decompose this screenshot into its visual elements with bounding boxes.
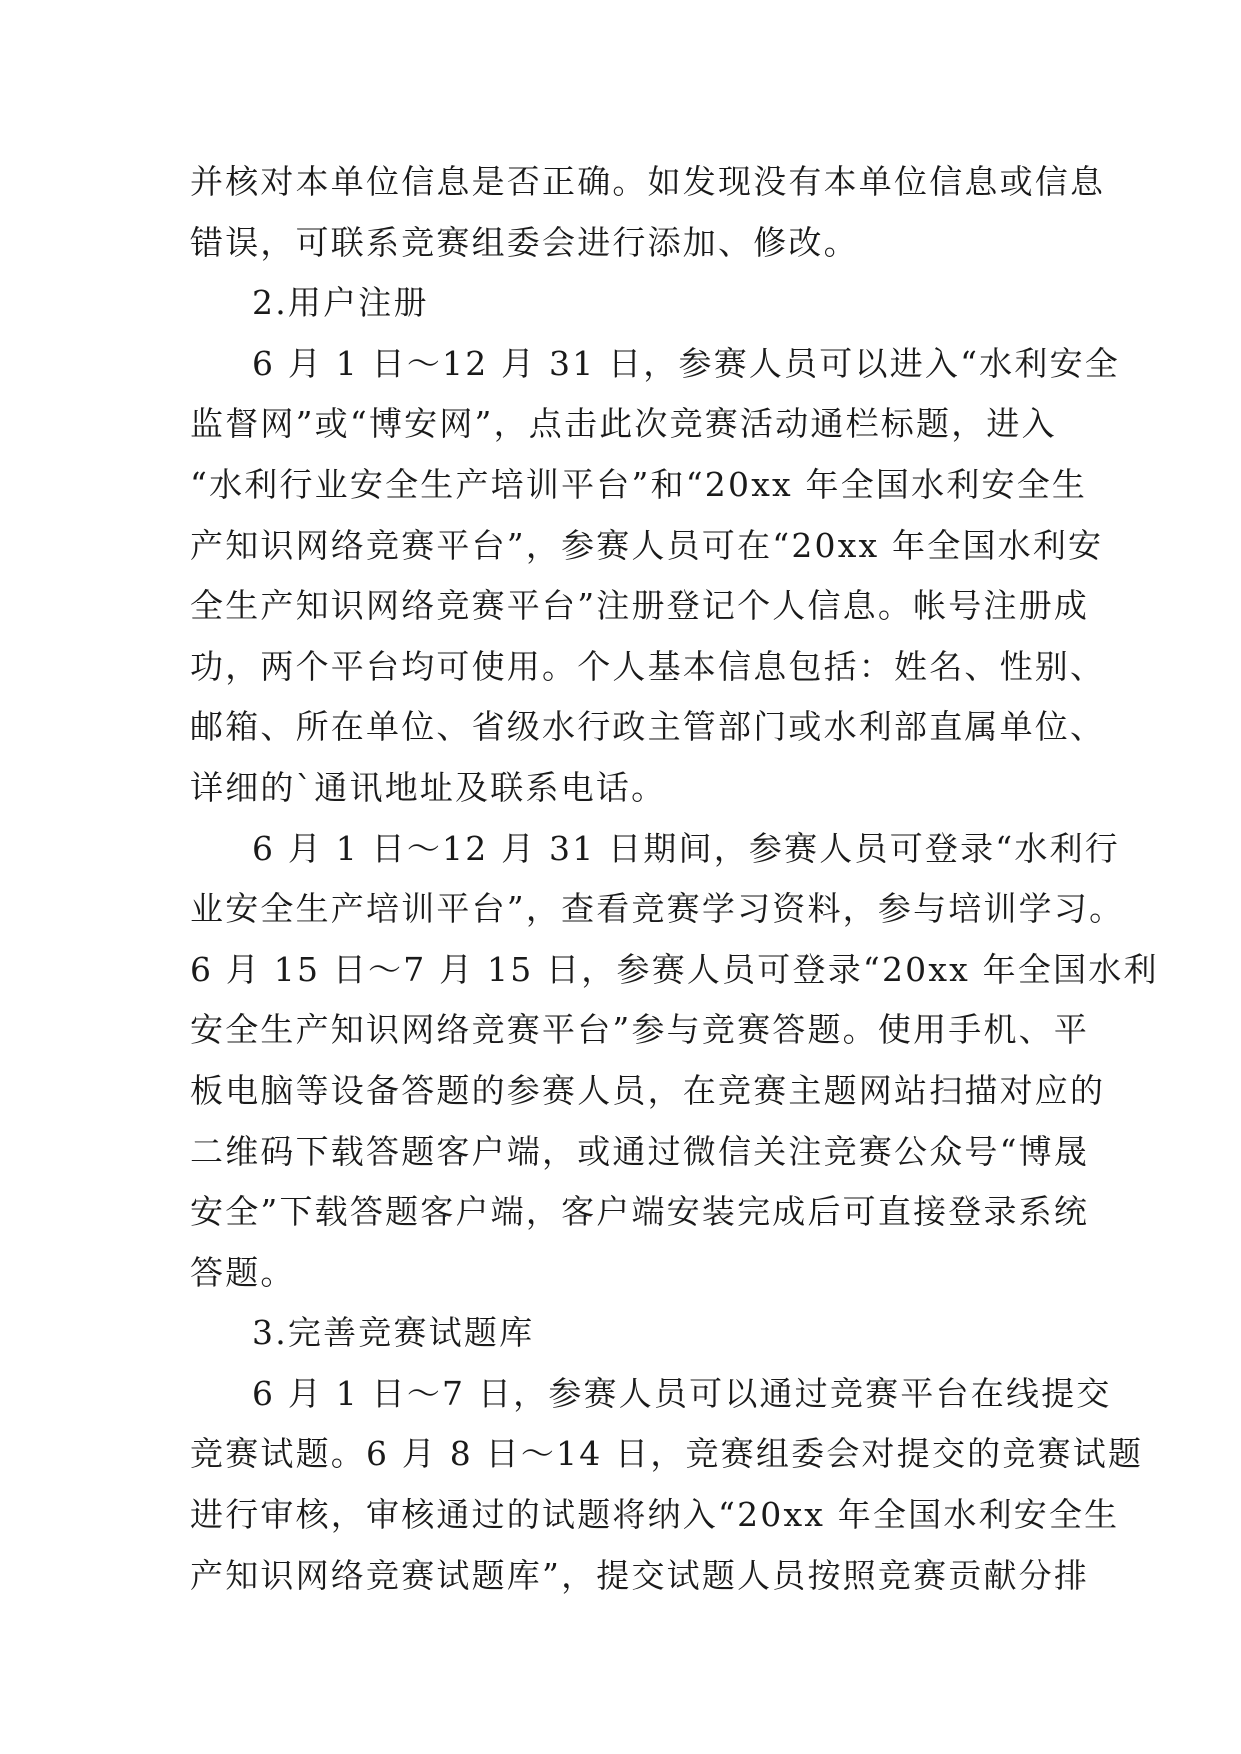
text-line: 6 月 1 日～7 日，参赛人员可以通过竞赛平台在线提交	[252, 1373, 1112, 1413]
text-line: 邮箱、所在单位、省级水行政主管部门或水利部直属单位、	[190, 707, 1106, 747]
text-line: 业安全生产培训平台”，查看竞赛学习资料，参与培训学习。	[190, 889, 1125, 929]
text-line: 并核对本单位信息是否正确。如发现没有本单位信息或信息	[190, 162, 1106, 201]
text-line: 产知识网络竞赛平台”，参赛人员可在“20xx 年全国水利安	[190, 525, 1104, 565]
text-line: 安全”下载答题客户端，客户端安装完成后可直接登录系统	[190, 1192, 1090, 1232]
text-line: 竞赛试题。6 月 8 日～14 日，竞赛组委会对提交的竞赛试题	[190, 1434, 1144, 1474]
text-line: 进行审核，审核通过的试题将纳入“20xx 年全国水利安全生	[190, 1495, 1120, 1535]
document-body	[190, 152, 1159, 1606]
text-line: 监督网”或“博安网”，点击此次竞赛活动通栏标题，进入	[190, 404, 1057, 444]
text-line: 6 月 1 日～12 月 31 日期间，参赛人员可登录“水利行	[252, 828, 1120, 868]
text-line: 产知识网络竞赛试题库”，提交试题人员按照竞赛贡献分排	[190, 1555, 1090, 1595]
text-line: 3.完善竞赛试题库	[252, 1313, 535, 1353]
text-line: 全生产知识网络竞赛平台”注册登记个人信息。帐号注册成	[190, 586, 1090, 626]
text-line: 详细的`通讯地址及联系电话。	[190, 767, 667, 807]
text-line: 错误，可联系竞赛组委会进行添加、修改。	[190, 222, 859, 262]
text-line: 二维码下载答题客户端，或通过微信关注竞赛公众号“博晟	[190, 1131, 1090, 1171]
text-line: “水利行业安全生产培训平台”和“20xx 年全国水利安全生	[190, 464, 1088, 504]
text-line: 安全生产知识网络竞赛平台”参与竞赛答题。使用手机、平	[190, 1010, 1090, 1050]
text-line: 功，两个平台均可使用。个人基本信息包括：姓名、性别、	[190, 646, 1106, 686]
text-line: 答题。	[190, 1252, 296, 1292]
text-line: 2.用户注册	[252, 283, 429, 323]
text-line: 6 月 15 日～7 月 15 日，参赛人员可登录“20xx 年全国水利	[190, 949, 1159, 989]
text-line: 6 月 1 日～12 月 31 日，参赛人员可以进入“水利安全	[252, 343, 1120, 383]
text-line: 板电脑等设备答题的参赛人员，在竞赛主题网站扫描对应的	[190, 1070, 1106, 1110]
